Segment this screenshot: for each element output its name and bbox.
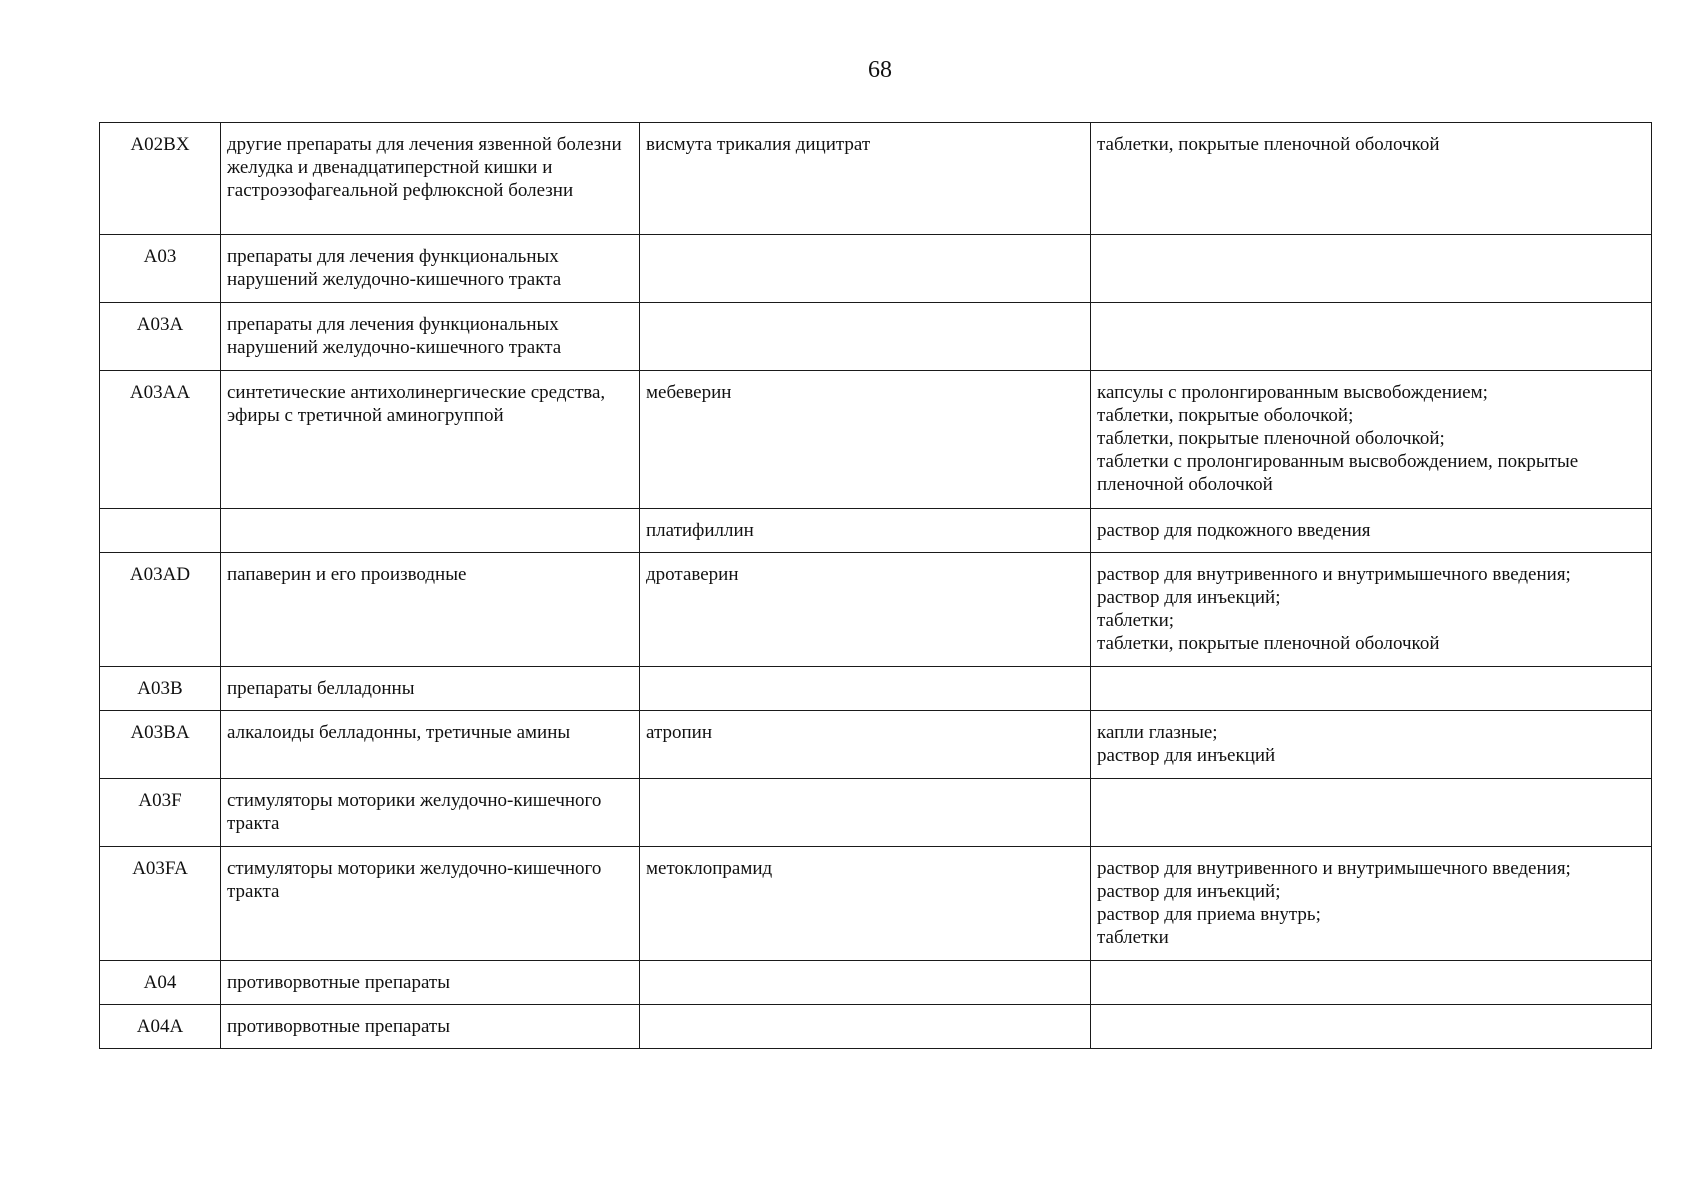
table-row (100, 303, 1652, 371)
table-row (100, 509, 1652, 553)
dosage-form-item: таблетки с пролонгированным высвобождением, покрытые пленочной оболочкой (1097, 451, 1583, 495)
table-row (100, 371, 1652, 509)
drug-name-cell: атропин (640, 711, 1091, 779)
atc-code-cell (100, 509, 221, 553)
table-row (100, 553, 1652, 667)
dosage-forms-cell (1091, 1005, 1652, 1049)
drug-name-cell (640, 779, 1091, 847)
drug-name-cell: платифиллин (640, 509, 1091, 553)
dosage-form-item: раствор для инъекций; (1097, 587, 1281, 608)
atc-code-cell: A03B (100, 667, 221, 711)
drug-name-cell (640, 667, 1091, 711)
table-row (100, 123, 1652, 235)
dosage-forms-cell (1091, 235, 1652, 303)
anatomical-group-cell: препараты белладонны (221, 667, 640, 711)
dosage-forms-cell (1091, 123, 1652, 235)
table-row (100, 961, 1652, 1005)
dosage-forms-cell (1091, 303, 1652, 371)
dosage-form-item: таблетки, покрытые пленочной оболочкой; (1097, 428, 1445, 449)
atc-code-cell: A03F (100, 779, 221, 847)
drug-name-cell (640, 303, 1091, 371)
dosage-forms-cell (1091, 553, 1652, 667)
table-row (100, 667, 1652, 711)
atc-code-cell: A03FA (100, 847, 221, 961)
dosage-forms-cell (1091, 371, 1652, 509)
table-row (100, 847, 1652, 961)
page-number: 68 (868, 57, 892, 83)
table-row (100, 1005, 1652, 1049)
dosage-form-item: таблетки, покрытые пленочной оболочкой (1097, 134, 1440, 155)
drug-name-cell (640, 961, 1091, 1005)
drug-name-cell: мебеверин (640, 371, 1091, 509)
table-row (100, 779, 1652, 847)
dosage-forms-cell (1091, 847, 1652, 961)
anatomical-group-cell (221, 509, 640, 553)
drug-table (99, 122, 1652, 1049)
dosage-form-item: таблетки, покрытые оболочкой; (1097, 405, 1354, 426)
atc-code-cell: A03 (100, 235, 221, 303)
drug-name-cell (640, 1005, 1091, 1049)
dosage-form-item: таблетки (1097, 927, 1169, 948)
atc-code-cell: A03A (100, 303, 221, 371)
atc-code-cell: A03AA (100, 371, 221, 509)
dosage-forms-cell (1091, 779, 1652, 847)
drug-name-cell (640, 235, 1091, 303)
anatomical-group-cell: препараты для лечения функциональных нарушений желудочно-кишечного тракта (221, 303, 640, 371)
anatomical-group-cell: препараты для лечения функциональных нарушений желудочно-кишечного тракта (221, 235, 640, 303)
drug-name-cell: висмута трикалия дицитрат (640, 123, 1091, 235)
atc-code-cell: A04 (100, 961, 221, 1005)
anatomical-group-cell: противорвотные препараты (221, 1005, 640, 1049)
atc-code-cell: A04A (100, 1005, 221, 1049)
dosage-form-item: раствор для внутривенного и внутримышечного введения; (1097, 858, 1571, 879)
anatomical-group-cell: другие препараты для лечения язвенной болезни желудка и двенадцатиперстной кишки и гастроэзофагеальной рефлюксной болезни (221, 123, 640, 235)
table-body (100, 123, 1652, 1049)
dosage-form-item: таблетки, покрытые пленочной оболочкой (1097, 633, 1440, 654)
dosage-forms-cell (1091, 667, 1652, 711)
dosage-form-item: таблетки; (1097, 610, 1175, 631)
dosage-form-item: капли глазные; (1097, 722, 1218, 743)
dosage-form-item: раствор для инъекций; (1097, 881, 1281, 902)
anatomical-group-cell: противорвотные препараты (221, 961, 640, 1005)
dosage-form-item: раствор для приема внутрь; (1097, 904, 1321, 925)
dosage-forms-cell (1091, 509, 1652, 553)
drug-name-cell: дротаверин (640, 553, 1091, 667)
table-row (100, 235, 1652, 303)
dosage-forms-cell (1091, 961, 1652, 1005)
anatomical-group-cell: синтетические антихолинергические средства, эфиры с третичной аминогруппой (221, 371, 640, 509)
table-row (100, 711, 1652, 779)
anatomical-group-cell: папаверин и его производные (221, 553, 640, 667)
dosage-form-item: раствор для инъекций (1097, 745, 1276, 766)
drug-name-cell: метоклопрамид (640, 847, 1091, 961)
dosage-forms-cell (1091, 711, 1652, 779)
atc-code-cell: A03AD (100, 553, 221, 667)
dosage-form-item: раствор для подкожного введения (1097, 520, 1371, 541)
atc-code-cell: A03BA (100, 711, 221, 779)
anatomical-group-cell: стимуляторы моторики желудочно-кишечного тракта (221, 779, 640, 847)
dosage-form-item: капсулы с пролонгированным высвобождением; (1097, 382, 1488, 403)
anatomical-group-cell: стимуляторы моторики желудочно-кишечного тракта (221, 847, 640, 961)
dosage-form-item: раствор для внутривенного и внутримышечного введения; (1097, 564, 1571, 585)
anatomical-group-cell: алкалоиды белладонны, третичные амины (221, 711, 640, 779)
atc-code-cell: A02BX (100, 123, 221, 235)
